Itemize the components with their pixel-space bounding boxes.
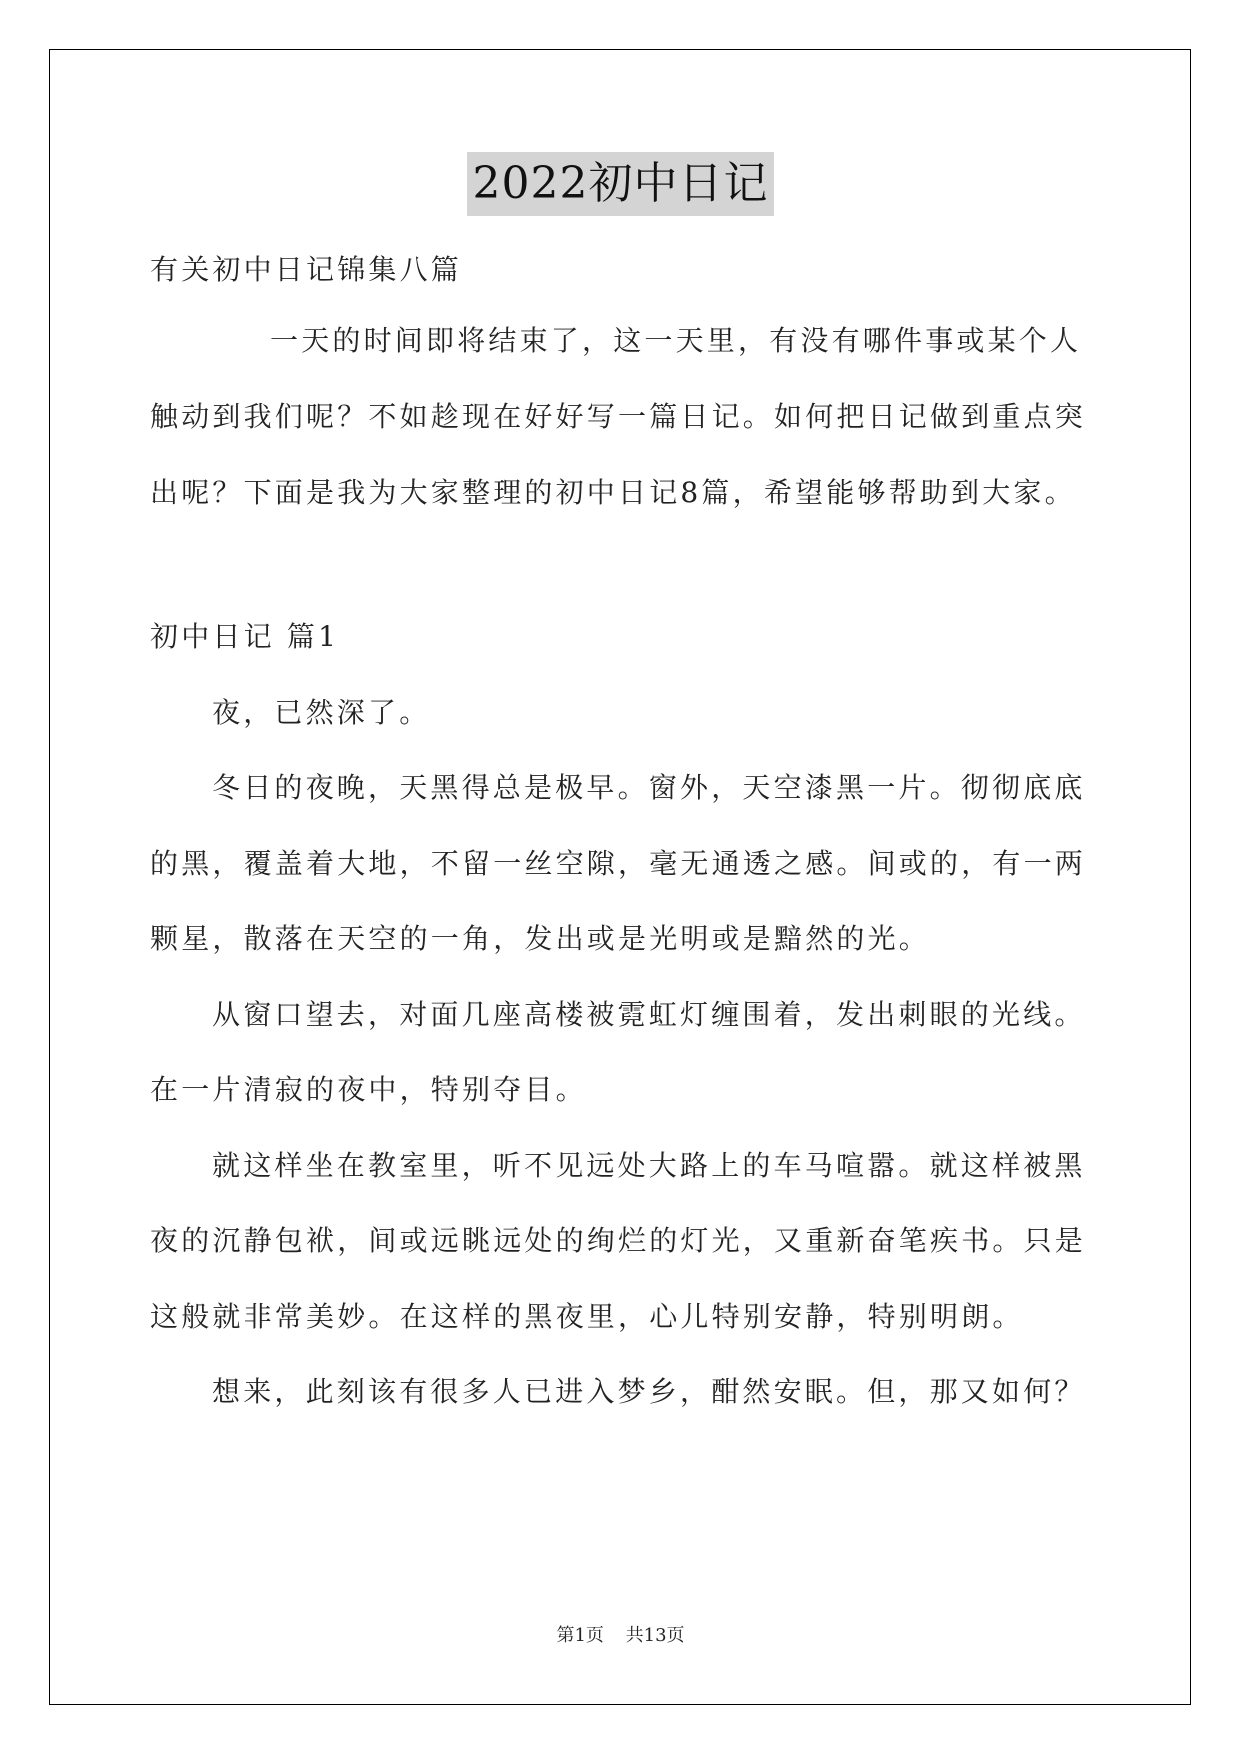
paragraph-line: 夜的沉静包袱，间或远眺远处的绚烂的灯光，又重新奋笔疾书。只是 — [150, 1224, 1087, 1257]
page-total: 共13页 — [625, 1625, 685, 1646]
intro-line-1: 一天的时间即将结束了，这一天里，有没有哪件事或某个人 — [270, 324, 1082, 357]
page-footer — [0, 1624, 1241, 1648]
paragraph-line: 夜，已然深了。 — [212, 696, 431, 729]
paragraph-line: 颗星，散落在天空的一角，发出或是光明或是黯然的光。 — [150, 922, 931, 955]
title-container — [0, 152, 1241, 216]
paragraph-line: 在一片清寂的夜中，特别夺目。 — [150, 1073, 587, 1106]
page-current: 第1页 — [556, 1625, 604, 1646]
intro-line-3: 出呢？下面是我为大家整理的初中日记8篇，希望能够帮助到大家。 — [150, 476, 1076, 509]
section-heading: 初中日记 篇1 — [150, 620, 340, 653]
document-title: 2022初中日记 — [467, 152, 775, 216]
paragraph-line: 这般就非常美妙。在这样的黑夜里，心儿特别安静，特别明朗。 — [150, 1300, 1024, 1333]
intro-line-2: 触动到我们呢？不如趁现在好好写一篇日记。如何把日记做到重点突 — [150, 400, 1087, 433]
subtitle-line: 有关初中日记锦集八篇 — [150, 253, 463, 286]
paragraph-line: 就这样坐在教室里，听不见远处大路上的车马喧嚣。就这样被黑 — [212, 1149, 1086, 1182]
paragraph-line: 的黑，覆盖着大地，不留一丝空隙，毫无通透之感。间或的，有一两 — [150, 847, 1087, 880]
paragraph-line: 从窗口望去，对面几座高楼被霓虹灯缠围着，发出刺眼的光线。 — [212, 998, 1086, 1031]
paragraph-line: 冬日的夜晚，天黑得总是极早。窗外，天空漆黑一片。彻彻底底 — [212, 771, 1086, 804]
paragraph-line: 想来，此刻该有很多人已进入梦乡，酣然安眠。但，那又如何？ — [212, 1375, 1086, 1408]
